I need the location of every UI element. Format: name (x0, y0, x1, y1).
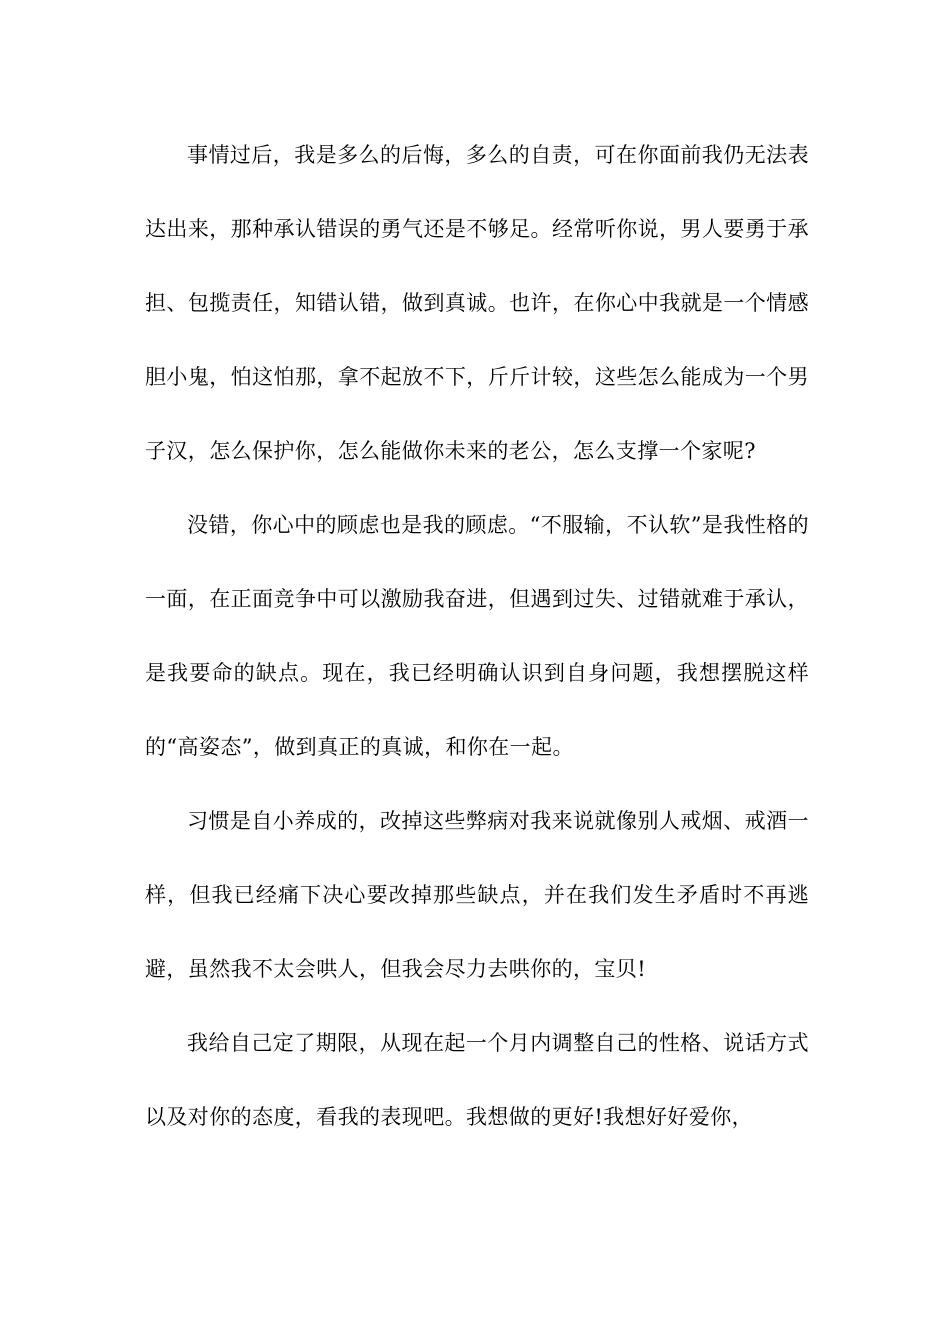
paragraph-1: 事情过后，我是多么的后悔，多么的自责，可在你面前我仍无法表达出来，那种承认错误的勇气还是不够足。经常听你说，男人要勇于承担、包揽责任，知错认错，做到真诚。也许，在你心中我就是一个情感胆小鬼，怕这怕那，拿不起放不下，斤斤计较，这些怎么能成为一个男子汉，怎么保护你，怎么能做你未来的老公，怎么支撑一个家呢? (145, 143, 809, 463)
paragraph-3: 习惯是自小养成的，改掉这些弊病对我来说就像别人戒烟、戒酒一样，但我已经痛下决心要改掉那些缺点，并在我们发生矛盾时不再逃避，虽然我不太会哄人，但我会尽力去哄你的，宝贝! (145, 809, 809, 981)
document-body (145, 118, 809, 1154)
paragraph-2: 没错，你心中的顾虑也是我的顾虑。“不服输，不认软”是我性格的一面，在正面竞争中可以激励我奋进，但遇到过失、过错就难于承认，是我要命的缺点。现在，我已经明确认识到自身问题，我想摆脱这样的“高姿态”，做到真正的真诚，和你在一起。 (145, 513, 809, 759)
paragraph-4: 我给自己定了期限，从现在起一个月内调整自己的性格、说话方式以及对你的态度，看我的表现吧。我想做的更好!我想好好爱你， (145, 1031, 809, 1129)
